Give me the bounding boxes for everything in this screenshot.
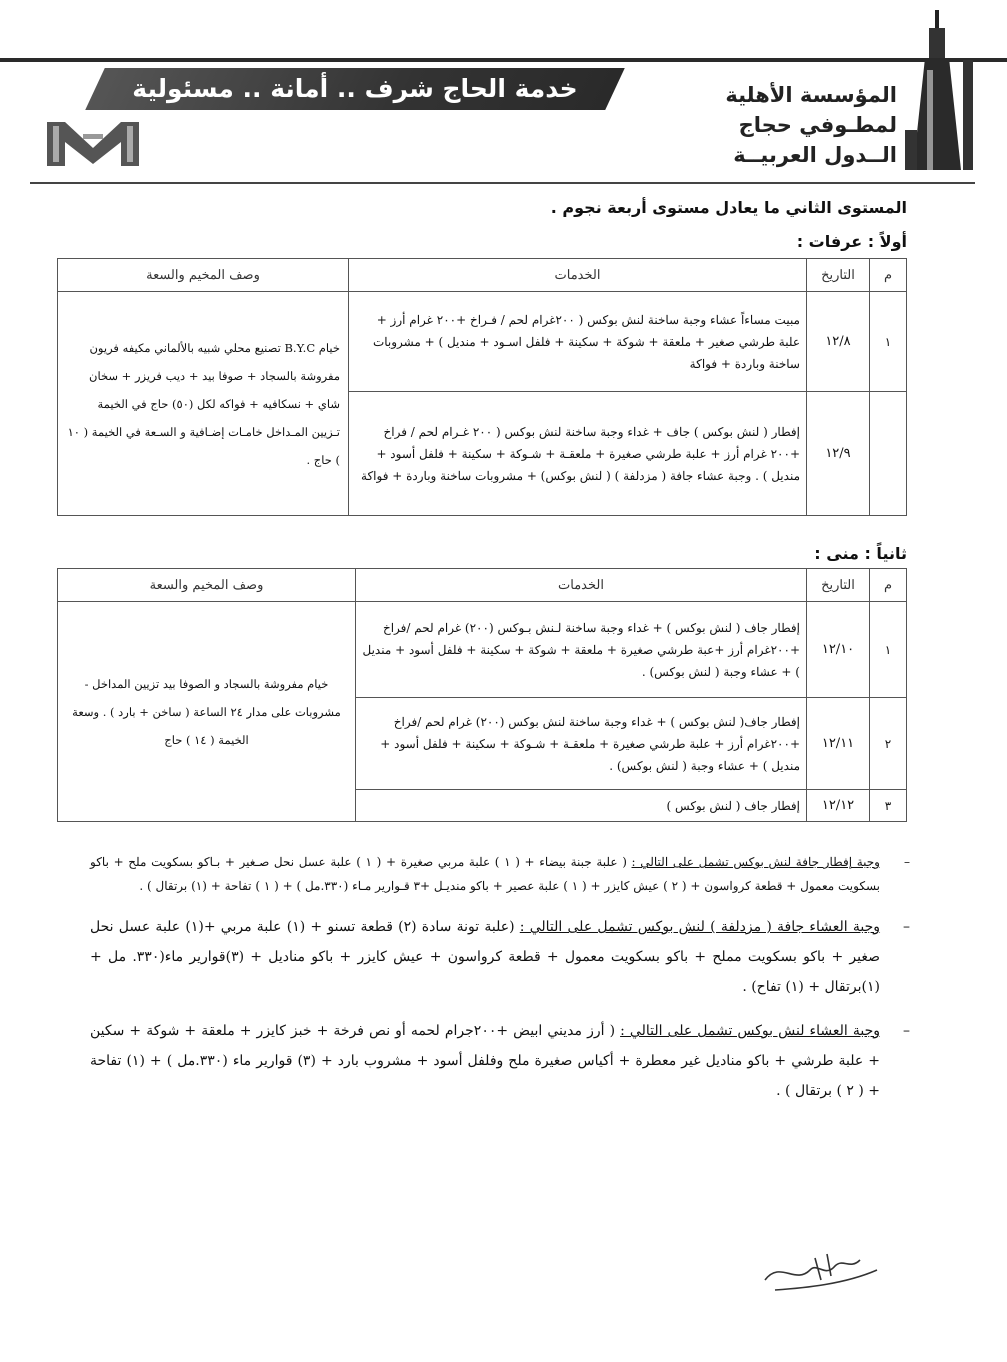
note-text: (علبة تونة سادة (٢) قطعة تسنو + (١) علبة مربي +(١) علبة عسل نحل صغير + باكو بسكويت مملح + باكو بسكويت معمول + قطعة كرواسون + عيش كايزر + باكو مناديل + (٣)قوارير ماء(٣٣٠. مل + (١)برتقال + (١) تفاح) .: [90, 919, 881, 995]
header-num: م: [870, 569, 907, 602]
row-date: ١٢/١٠: [807, 602, 870, 698]
arafat-header-row: [58, 259, 907, 292]
note-dash: –: [903, 919, 910, 935]
header-camp: وصف المخيم والسعة: [58, 569, 356, 602]
mina-header-row: [58, 569, 907, 602]
meal-notes: [90, 850, 910, 1120]
row-date: ١٢/١١: [807, 698, 870, 790]
mina-section-title: ثانياً : منى :: [814, 544, 907, 563]
note-lead: وجبة إفطار جافة لنش بوكس تشمل على التالي :: [631, 855, 880, 869]
org-name-line-2: لمطـوفي حجاج: [738, 113, 897, 137]
header-services: الخدمات: [356, 569, 807, 602]
company-m-logo-icon: [43, 118, 143, 170]
handwritten-signature: [755, 1240, 885, 1300]
camp-description: خيام مفروشة بالسجاد و الصوفا بيد تزيين المداخل - مشروبات على مدار ٢٤ الساعة ( ساخن + بارد ) . وسعة الخيمة ( ١٤ ) حاج: [58, 602, 356, 822]
note-lead: وجبة العشاء لنش بوكس تشمل على التالي :: [620, 1023, 880, 1039]
note-breakfast: [90, 850, 910, 898]
row-num: ٢: [870, 698, 907, 790]
mina-table: [57, 568, 907, 822]
table-row: [58, 602, 907, 698]
level-title: المستوى الثاني ما يعادل مستوى أربعة نجوم .: [550, 198, 907, 217]
header-date: التاريخ: [807, 259, 870, 292]
note-text: ( علبة جبنة بيضاء + ( ١ ) علبة مربي صغيرة + ( ١ ) علبة عسل نحل صـغير + بـاكو بسكويت ملح + باكو بسكويت معمول + قطعة كرواسون + ( ٢ ) عيش كايزر + ( ١ ) علبة عصير + باكو منديـل +٣ قـوارير مـاء (٣٣٠.مل ) + ( ١ ) تفاحة + (١) برتقال ) .: [90, 855, 880, 893]
row-num: ١: [870, 602, 907, 698]
note-dinner-muzdalifa: [90, 912, 910, 1002]
note-dinner: [90, 1016, 910, 1106]
header-services: الخدمات: [349, 259, 807, 292]
note-dash: –: [903, 1023, 910, 1039]
row-num: [870, 392, 907, 516]
organization-logo-icon: [905, 10, 975, 170]
note-dash: –: [904, 855, 910, 869]
note-lead: وجبة العشاء جافة ( مزدلفة ) لنش بوكس تشمل على التالي :: [519, 919, 881, 935]
slogan-text: خدمة الحاج شرف .. أمانة .. مسئولية: [132, 74, 578, 103]
row-date: ١٢/٨: [807, 292, 870, 392]
row-services: إفطار جاف ( لنش بوكس ) + غداء وجبة ساخنة لـنش بـوكس (٢٠٠) غرام لحم /فراخ +٢٠٠غرام أرز +عبة طرشي صغيرة + ملعقة + شوكة + سكينة + فلفل أسود + منديل ) + عشاء وجبة ( لنش بوكس) .: [356, 602, 807, 698]
table-row: [58, 292, 907, 392]
arafat-section-title: أولاً : عرفات :: [796, 232, 907, 251]
row-date: ١٢/٩: [807, 392, 870, 516]
row-num: ١: [870, 292, 907, 392]
org-name-line-1: المؤسسة الأهلية: [725, 83, 897, 107]
row-services: إفطار جاف( لنش بوكس ) + غداء وجبة ساخنة لنش بوكس (٢٠٠) غرام لحم /فراخ +٢٠٠غرام أرز + علبة طرشي صغيرة + ملعقـة + شـوكة + سكينة + فلفل أسود + منديل ) + عشاء وجبة ( لنش بوكس) .: [356, 698, 807, 790]
org-name-line-3: الــدول العربيــة: [733, 143, 897, 167]
note-text: ( أرز مديني ابيض +٢٠٠جرام لحمه أو نص فرخة + خبز كايزر + ملعقة + شوكة + سكين + علبة طرشي + باكو مناديل غير معطرة + أكياس صغيرة ملح وفلفل أسود + مشروب بارد + (٣) قوارير ماء (٣٣٠.مل ) + (١) تفاحة + ( ٢ ) برتقال ) .: [90, 1023, 880, 1099]
row-services: مبيت مساءاً عشاء وجبة ساخنة لنش بوكس ( ٢٠٠غرام لحم / فـراخ +٢٠٠ غرام أرز + علبة طرشي صغير + ملعقة + شوكة + سكينة + فلفل اسـود + منديل ) + مشروبات ساخنة وباردة + فواكة: [349, 292, 807, 392]
row-services: إفطار ( لنش بوكس ) جاف + غداء وجبة ساخنة لنش بوكس ( ٢٠٠ غـرام لحم / فراخ +٢٠٠ غرام أرز + علبة طرشي صغيرة + ملعقـة + شـوكة + سكينة + فلفل أسود + منديل ) . وجبة عشاء جافة ( مزدلفة ) ( لنش بوكس) + مشروبات ساخنة وباردة + فواكة: [349, 392, 807, 516]
camp-description: خيام B.Y.C تصنيع محلي شبيه بالألماني مكيفه فريون مفروشة بالسجاد + صوفا بيد + ديب فريزر + سخان شاي + نسكافيه + فواكه لكل (٥٠) حاج في الخيمة تـزيين المـداخل خامـات إضـافية و السـعة في الخيمة ( ١٠ ) حاج .: [58, 292, 349, 516]
header-camp: وصف المخيم والسعة: [58, 259, 349, 292]
header-date: التاريخ: [807, 569, 870, 602]
row-services: إفطار جاف ( لنش بوكس ): [356, 790, 807, 822]
row-date: ١٢/١٢: [807, 790, 870, 822]
arafat-table: [57, 258, 907, 516]
row-num: ٣: [870, 790, 907, 822]
organization-name: [697, 80, 897, 170]
header-num: م: [870, 259, 907, 292]
header-rule: [0, 58, 1007, 62]
header-bottom-rule: [30, 182, 975, 184]
